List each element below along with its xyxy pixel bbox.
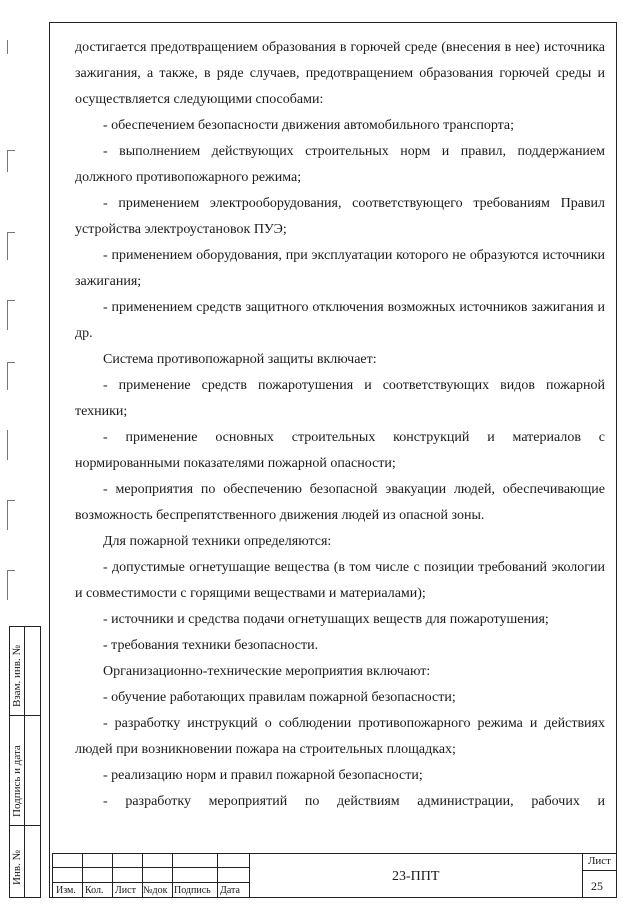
ndok-label: №док	[143, 885, 168, 896]
paragraph: достигается предотвращением образования в горючей среде (внесения в нее) источника зажигания, а также, в ряде случаев, предотвращением образования горючей среды и осуществляется следующими способами:	[75, 40, 605, 107]
side-stamp-divider	[10, 715, 40, 716]
paragraph: - допустимые огнетушащие вещества (в том числе с позиции требований экологии и совместимости с горящими веществами и материалами);	[75, 560, 605, 601]
paragraph: - обучение работающих правилам пожарной безопасности;	[103, 690, 456, 705]
scan-mark	[7, 300, 15, 301]
podpis-data-label: Подпись и дата	[11, 745, 23, 817]
title-block-sheet-line	[582, 870, 617, 871]
inv-label: Инв. №	[11, 849, 23, 885]
scan-mark	[7, 150, 8, 172]
title-block-col-line	[582, 853, 583, 898]
title-block-col-line	[52, 853, 53, 898]
kol-label: Кол.	[85, 885, 104, 896]
scan-mark	[7, 362, 15, 363]
scan-mark	[7, 232, 15, 233]
title-block-col-line	[82, 853, 83, 898]
sheet-number: 25	[591, 879, 603, 893]
vzam-inv-label: Взам. инв. №	[11, 645, 23, 707]
paragraph: - реализацию норм и правил пожарной безопасности;	[103, 768, 423, 783]
paragraph: - применением средств защитного отключения возможных источников зажигания и др.	[75, 300, 605, 341]
paragraph: Система противопожарной защиты включает:	[103, 352, 377, 367]
paragraph: Для пожарной техники определяются:	[103, 534, 332, 549]
paragraph: - применением оборудования, при эксплуатации которого не образуются источники зажигания;	[75, 248, 605, 289]
sheet-label: Лист	[587, 855, 611, 867]
title-block-col-line	[249, 853, 250, 898]
list-label: Лист	[115, 885, 136, 896]
title-block-col-line	[112, 853, 113, 898]
paragraph: - требования техники безопасности.	[103, 638, 319, 653]
paragraph: Организационно-технические мероприятия включают:	[103, 664, 431, 679]
scan-mark	[7, 570, 15, 571]
paragraph: - выполнением действующих строительных норм и правил, поддержанием должного противопожарного режима;	[75, 144, 605, 185]
scan-mark	[7, 570, 8, 600]
title-block-col-line	[217, 853, 218, 898]
scan-mark	[7, 40, 8, 54]
paragraph: - разработку мероприятий по действиям администрации, рабочих и	[103, 794, 605, 809]
scan-mark	[7, 430, 8, 460]
paragraph: - мероприятия по обеспечению безопасной эвакуации людей, обеспечивающие возможность беспрепятственного движения людей из опасной зоны.	[75, 482, 605, 523]
paragraph: - применение основных строительных конструкций и материалов с нормированными показателями пожарной опасности;	[75, 430, 605, 471]
podpis-label: Подпись	[174, 885, 211, 896]
paragraph: - применением электрооборудования, соответствующего требованиям Правил устройства электроустановок ПУЭ;	[75, 196, 605, 237]
scan-mark	[7, 232, 8, 260]
paragraph: - разработку инструкций о соблюдении противопожарного режима и действиях людей при возникновении пожара на строительных площадках;	[75, 716, 605, 757]
scan-mark	[7, 500, 15, 501]
title-block-top-border	[52, 853, 617, 854]
side-stamp	[9, 626, 41, 898]
title-block-col-line	[172, 853, 173, 898]
side-stamp-divider	[10, 825, 40, 826]
paragraph: - источники и средства подачи огнетушащих веществ для пожаротушения;	[103, 612, 549, 627]
scan-mark	[7, 362, 8, 390]
scan-mark	[7, 150, 15, 151]
title-block	[52, 853, 617, 898]
izm-label: Изм.	[56, 885, 76, 896]
scan-mark	[7, 500, 8, 530]
document-body	[75, 35, 605, 815]
document-code: 23-ППТ	[392, 869, 440, 884]
scan-mark	[7, 300, 8, 330]
paragraph: - обеспечением безопасности движения автомобильного транспорта;	[103, 118, 515, 133]
paragraph: - применение средств пожаротушения и соответствующих видов пожарной техники;	[75, 378, 605, 419]
data-label: Дата	[220, 885, 240, 896]
